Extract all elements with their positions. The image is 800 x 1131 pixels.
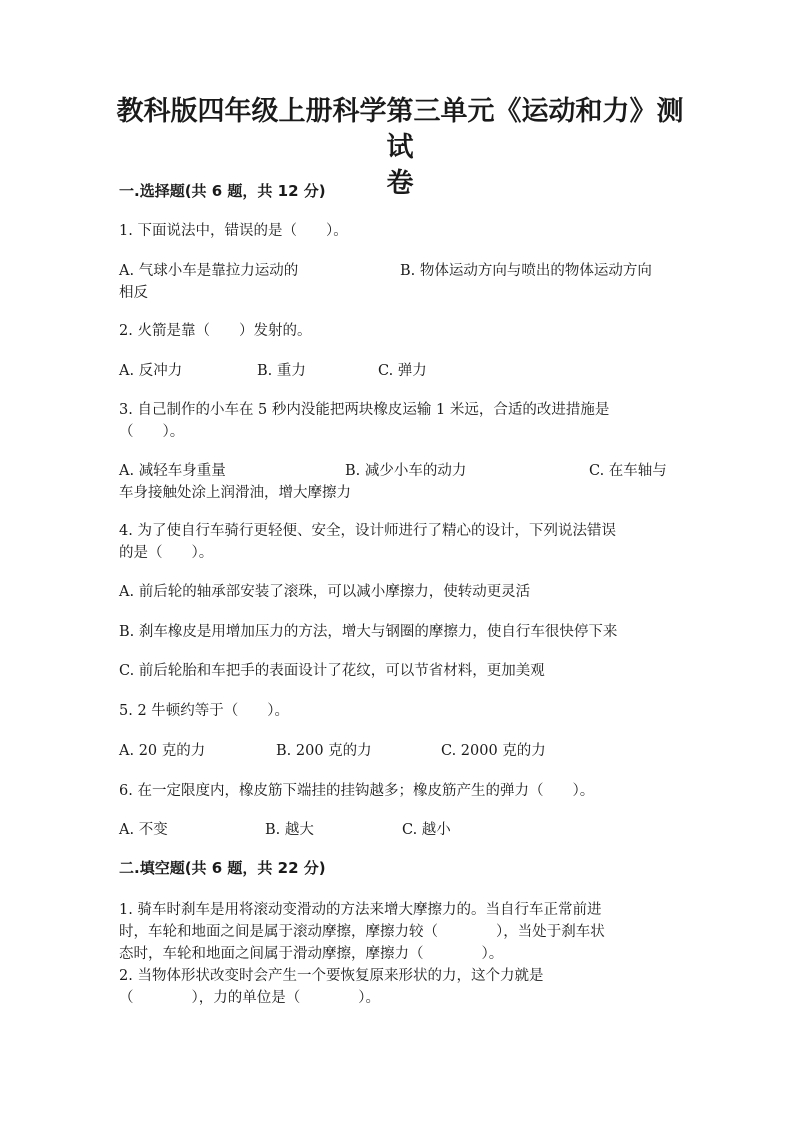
title-line-2: 卷 [386,168,414,199]
question-3-options [119,459,689,481]
question-6-option-c: C. 越小 [402,822,451,838]
question-6-option-b: B. 越大 [265,822,314,838]
question-2-option-b: B. 重力 [257,363,306,379]
question-1-option-b: B. 物体运动方向与喷出的物体运动方向 [400,263,652,279]
question-1-options [119,259,689,281]
question-3-option-a: A. 减轻车身重量 [119,463,226,479]
question-5-stem: 5. 2 牛顿约等于（ ）。 [119,703,290,719]
question-5-option-b: B. 200 克的力 [276,743,372,759]
question-3-stem-line-1: 3. 自己制作的小车在 5 秒内没能把两块橡皮运输 1 米远，合适的改进措施是 [119,402,610,418]
question-2-options [119,359,689,381]
question-5-options [119,739,689,761]
question-3-option-c-cont: 车身接触处涂上润滑油，增大摩擦力 [119,485,351,501]
section-heading-choice: 一.选择题(共 6 题，共 12 分) [119,182,326,200]
question-3-option-b: B. 减少小车的动力 [345,463,467,479]
question-1-option-a: A. 气球小车是靠拉力运动的 [119,263,299,279]
question-2-option-c: C. 弹力 [378,363,427,379]
question-1-option-b-cont: 相反 [119,285,148,301]
question-2-stem: 2. 火箭是靠（ ）发射的。 [119,323,312,339]
question-4-option-c: C. 前后轮胎和车把手的表面设计了花纹，可以节省材料，更加美观 [119,663,545,679]
question-3-stem-line-2: （ ）。 [119,424,185,440]
fill-question-1-line-3: 态时，车轮和地面之间属于滑动摩擦，摩擦力（ ）。 [119,946,504,962]
question-6-stem: 6. 在一定限度内，橡皮筋下端挂的挂钩越多；橡皮筋产生的弹力（ ）。 [119,783,595,799]
fill-question-2-line-1: 2. 当物体形状改变时会产生一个要恢复原来形状的力，这个力就是 [119,968,544,984]
question-6-option-a: A. 不变 [119,822,168,838]
question-2-option-a: A. 反冲力 [119,363,183,379]
question-4-stem-line-2: 的是（ ）。 [119,545,214,561]
question-6-options [119,818,689,840]
question-3-option-c: C. 在车轴与 [589,463,667,479]
question-5-option-c: C. 2000 克的力 [441,743,546,759]
question-4-option-b: B. 刹车橡皮是用增加压力的方法，增大与钢圈的摩擦力，使自行车很快停下来 [119,624,618,640]
fill-question-1-line-1: 1. 骑车时刹车是用将滚动变滑动的方法来增大摩擦力的。当自行车正常前进 [119,902,602,918]
fill-question-2-line-2: （ ），力的单位是（ ）。 [119,990,380,1006]
question-4-option-a: A. 前后轮的轴承部安装了滚珠，可以减小摩擦力，使转动更灵活 [119,584,531,600]
fill-question-1-line-2: 时，车轮和地面之间是属于滚动摩擦，摩擦力较（ ），当处于刹车状 [119,924,605,940]
question-5-option-a: A. 20 克的力 [119,743,206,759]
question-1-stem: 1. 下面说法中，错误的是（ ）。 [119,223,348,239]
section-heading-fill-blank: 二.填空题(共 6 题，共 22 分) [119,859,326,877]
question-4-stem-line-1: 4. 为了使自行车骑行更轻便、安全，设计师进行了精心的设计，下列说法错误 [119,523,616,539]
title-line-1: 教科版四年级上册科学第三单元《运动和力》测试 [116,96,684,163]
